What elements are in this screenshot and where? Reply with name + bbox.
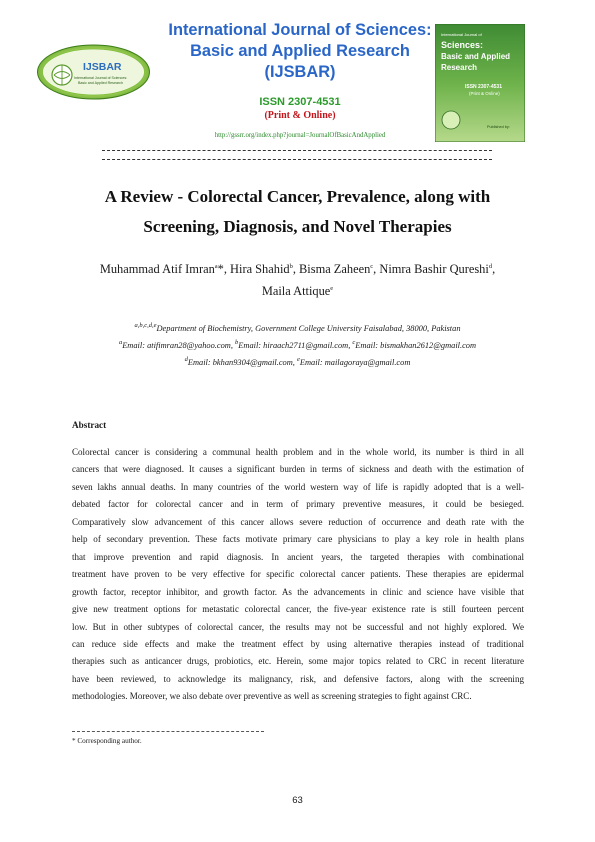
cover-line-2: Basic and Applied bbox=[441, 52, 511, 61]
email-a[interactable]: Email: atifimran28@yahoo.com, bbox=[122, 341, 236, 350]
author-superscript: c bbox=[370, 262, 374, 270]
author-name: Nimra Bashir Qureshi bbox=[379, 262, 489, 276]
journal-title-line-2: Basic and Applied Research bbox=[190, 42, 410, 60]
journal-title-line-3: (IJSBAR) bbox=[264, 63, 336, 81]
header-separator bbox=[102, 150, 492, 160]
abstract-line: therapies such as anticancer drugs, probiotics, etc. Herein, some major topics related to CRC in recent literature bbox=[72, 656, 524, 667]
author-separator: , bbox=[492, 262, 496, 276]
email-c[interactable]: Email: bismakhan2612@gmail.com bbox=[355, 341, 477, 350]
svg-text:Basic and Applied Research: Basic and Applied Research bbox=[78, 81, 123, 85]
cover-line-small: International Journal of bbox=[441, 32, 482, 37]
abstract-line: can reduce side effects and make the treatment effect by using alternative therapies instead of traditional bbox=[72, 638, 524, 649]
affiliation-text: Department of Biochemistry, Government College University Faisalabad, 38000, Pakistan bbox=[156, 324, 461, 333]
abstract-line: help of secondary prevention. These facts motivate primary care physicians to play a key role in health plans bbox=[72, 534, 524, 545]
email-line-1 bbox=[40, 337, 555, 354]
paper-title-line-2: Screening, Diagnosis, and Novel Therapies bbox=[143, 217, 452, 236]
corresponding-author-note: * Corresponding author. bbox=[72, 737, 142, 745]
abstract-line: growth factor, receptor inhibitor, and growth factor. As the advancements in clinic and science have visible that bbox=[72, 586, 524, 597]
abstract-line: seven lakhs annual deaths. In many countries of the world western way of life is rapidly adopted that is a well- bbox=[72, 481, 524, 492]
author-superscript: b bbox=[289, 262, 293, 270]
page-number: 63 bbox=[292, 795, 303, 806]
paper-title-line-1: A Review - Colorectal Cancer, Prevalence, along with bbox=[104, 187, 491, 206]
affiliation-superscript: a,b,c,d,e bbox=[134, 322, 157, 330]
email-superscript: a bbox=[118, 339, 123, 347]
email-d[interactable]: Email: bkhan9304@gmail.com, bbox=[187, 358, 297, 367]
author-name: Muhammad Atif Imran bbox=[99, 262, 215, 276]
author-superscript: d bbox=[488, 262, 493, 270]
abstract-body bbox=[72, 444, 524, 706]
author-separator: *, bbox=[217, 262, 231, 276]
cover-published-by: Published by: bbox=[487, 125, 510, 129]
footnote-separator bbox=[72, 731, 264, 732]
email-superscript: d bbox=[184, 356, 188, 364]
author-name: Maila Attique bbox=[261, 284, 331, 298]
journal-cover bbox=[435, 24, 525, 142]
abstract-line: have been reviewed, to acknowledge its malignancy, risk, and defensive factors, along with the screening bbox=[72, 673, 524, 684]
email-superscript: b bbox=[235, 339, 239, 347]
email-superscript: e bbox=[296, 356, 300, 364]
affiliation bbox=[40, 320, 555, 337]
abstract-line: that improve prevention and rapid diagnosis. In ancient years, the targeted therapies with combinational bbox=[72, 551, 524, 562]
author-line-1 bbox=[50, 258, 545, 280]
author-name: Hira Shahid bbox=[230, 262, 290, 276]
cover-issn: ISSN 2307-4531 bbox=[465, 84, 502, 90]
abstract-line: methodologies. Moreover, we also debate over preventive as well as screening strategies to fight against CRC. bbox=[72, 691, 472, 702]
abstract-line: Comparatively slow advancement of this cancer allows severe reduction of occurrence and death rate with the bbox=[72, 516, 524, 527]
svg-text:International Journal of Scien: International Journal of Sciences: bbox=[74, 76, 128, 80]
issn: ISSN 2307-4531 bbox=[259, 96, 341, 108]
email-superscript: c bbox=[352, 339, 356, 347]
abstract-line: cancers that were diagnosed. It causes a significant burden in terms of sickness and death with the estimation of bbox=[72, 464, 524, 475]
journal-url[interactable]: http://gssrr.org/index.php?journal=JournalOfBasicAndApplied bbox=[214, 132, 386, 139]
abstract-heading: Abstract bbox=[72, 420, 107, 430]
author-line-2 bbox=[50, 280, 545, 302]
journal-logo bbox=[36, 44, 151, 100]
journal-cover-image bbox=[435, 24, 525, 142]
journal-title bbox=[160, 20, 440, 83]
author-superscript: e bbox=[330, 284, 334, 292]
cover-line-3: Research bbox=[441, 63, 478, 72]
abstract-line: debated factor for colorectal cancer and in term of primary preventive measures, it could be besieged. bbox=[72, 499, 524, 510]
email-e[interactable]: Email: mailagoraya@gmail.com bbox=[299, 358, 411, 367]
abstract-line: give new treatment options for metastatic colorectal cancer, the five-year existence rate is still fourteen percent bbox=[72, 604, 524, 615]
author-separator: , bbox=[373, 262, 380, 276]
author-superscript: a bbox=[214, 262, 218, 270]
logo-text: IJSBAR bbox=[83, 61, 122, 73]
author-list bbox=[50, 258, 545, 302]
journal-title-line-1: International Journal of Sciences: bbox=[168, 21, 432, 39]
abstract-line: treatment have proven to be very effective for specific colorectal cancer patients. These therapies are epidermal bbox=[72, 569, 524, 580]
cover-line-1: Sciences: bbox=[441, 40, 484, 50]
abstract-line: Colorectal cancer is considering a communal health problem and in the whole world, its number is third in all bbox=[72, 447, 524, 457]
email-b[interactable]: Email: hiraach2711@gmail.com, bbox=[238, 341, 353, 350]
paper-title bbox=[60, 182, 535, 242]
author-name: Bisma Zaheen bbox=[299, 262, 371, 276]
author-separator: , bbox=[292, 262, 300, 276]
affiliation-block bbox=[40, 320, 555, 371]
email-line-2 bbox=[40, 354, 555, 371]
print-online: (Print & Online) bbox=[264, 110, 336, 121]
abstract-line: low. But in other subtypes of colorectal cancer, the results may not be successful and not highly explored. We bbox=[72, 621, 524, 632]
cover-print-online: (Print & Online) bbox=[469, 91, 500, 96]
ijsbar-logo-icon bbox=[36, 44, 151, 100]
